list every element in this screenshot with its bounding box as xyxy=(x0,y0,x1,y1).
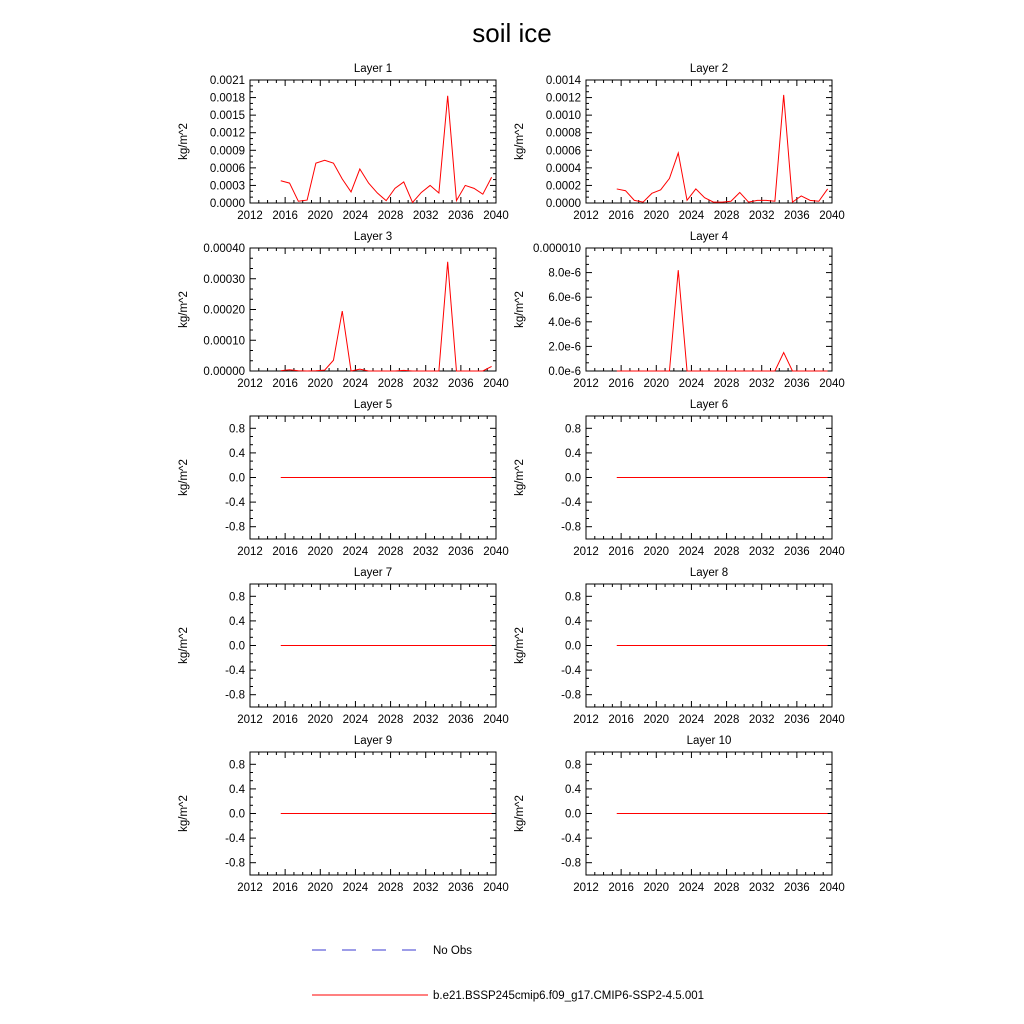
x-tick-label: 2020 xyxy=(643,882,670,894)
panel-layer-6 xyxy=(514,399,845,558)
x-tick-label: 2028 xyxy=(377,714,404,726)
y-axis-label: kg/m^2 xyxy=(514,291,526,328)
panel-title: Layer 10 xyxy=(686,735,732,747)
x-tick-label: 2040 xyxy=(819,378,845,390)
y-axis-label: kg/m^2 xyxy=(514,627,526,664)
x-tick-label: 2016 xyxy=(272,882,298,894)
y-tick-label: 0.0000 xyxy=(545,198,581,210)
x-tick-label: 2032 xyxy=(412,378,439,390)
y-tick-label: 0.0012 xyxy=(209,127,245,140)
x-tick-label: 2036 xyxy=(784,882,810,894)
y-tick-label: -0.8 xyxy=(561,689,581,702)
legend-label-model: b.e21.BSSP245cmip6.f09_g17.CMIP6-SSP2-4.5.001 xyxy=(433,990,705,1002)
x-tick-label: 2012 xyxy=(237,714,263,726)
y-tick-label: 0.00000 xyxy=(203,366,245,378)
y-axis-label: kg/m^2 xyxy=(178,291,190,328)
y-tick-label: 0.8 xyxy=(229,759,245,772)
x-tick-label: 2016 xyxy=(608,378,634,390)
x-tick-label: 2016 xyxy=(608,714,634,726)
x-tick-label: 2020 xyxy=(307,714,334,726)
x-tick-label: 2012 xyxy=(573,378,599,390)
x-tick-label: 2024 xyxy=(342,210,369,222)
panel-title: Layer 9 xyxy=(353,735,393,747)
y-tick-label: 0.0004 xyxy=(545,162,581,175)
y-tick-label: 0.4 xyxy=(565,615,581,628)
x-tick-label: 2020 xyxy=(307,546,334,558)
plot-frame xyxy=(250,248,496,371)
y-tick-label: 0.0 xyxy=(565,640,581,653)
x-tick-label: 2036 xyxy=(784,546,810,558)
panel-layer-5 xyxy=(178,399,509,558)
plot-frame xyxy=(250,80,496,203)
legend xyxy=(312,945,704,1002)
panel-layer-9 xyxy=(178,735,509,894)
x-tick-label: 2024 xyxy=(678,378,705,390)
x-tick-label: 2020 xyxy=(643,714,670,726)
y-tick-label: 0.0 xyxy=(565,808,581,821)
panels xyxy=(178,63,845,894)
y-tick-label: 0.0006 xyxy=(209,162,245,175)
y-tick-label: 0.0018 xyxy=(209,92,245,105)
x-tick-label: 2040 xyxy=(819,546,845,558)
y-tick-label: 0.4 xyxy=(229,783,245,796)
x-tick-label: 2012 xyxy=(573,714,599,726)
y-tick-label: 0.8 xyxy=(229,591,245,604)
panel-title: Layer 3 xyxy=(353,231,393,243)
y-tick-label: -0.8 xyxy=(225,689,245,702)
y-axis-label: kg/m^2 xyxy=(178,795,190,832)
y-tick-label: -0.4 xyxy=(561,497,581,510)
x-tick-label: 2040 xyxy=(483,546,509,558)
y-tick-label: 0.0009 xyxy=(209,145,245,158)
y-tick-label: 0.4 xyxy=(565,783,581,796)
panel-title: Layer 1 xyxy=(353,63,393,75)
x-tick-label: 2016 xyxy=(272,546,298,558)
x-tick-label: 2028 xyxy=(713,378,740,390)
x-tick-label: 2012 xyxy=(237,210,263,222)
panel-title: Layer 4 xyxy=(689,231,729,243)
x-tick-label: 2024 xyxy=(678,546,705,558)
x-tick-label: 2024 xyxy=(342,882,369,894)
y-tick-label: 0.00010 xyxy=(203,335,245,348)
x-tick-label: 2032 xyxy=(748,546,775,558)
x-tick-label: 2036 xyxy=(784,378,810,390)
panel-title: Layer 8 xyxy=(689,567,729,579)
y-tick-label: 0.4 xyxy=(565,447,581,460)
panel-layer-1 xyxy=(178,63,509,222)
y-tick-label: 6.0e-6 xyxy=(548,292,581,305)
legend-label-no-obs: No Obs xyxy=(433,945,472,957)
x-tick-label: 2016 xyxy=(608,210,634,222)
x-tick-label: 2032 xyxy=(412,882,439,894)
panel-title: Layer 5 xyxy=(353,399,393,411)
series-line xyxy=(617,270,828,371)
x-tick-label: 2040 xyxy=(819,210,845,222)
x-tick-label: 2036 xyxy=(448,882,474,894)
x-tick-label: 2032 xyxy=(748,882,775,894)
x-tick-label: 2040 xyxy=(819,714,845,726)
x-tick-label: 2024 xyxy=(342,546,369,558)
x-tick-label: 2024 xyxy=(342,378,369,390)
x-tick-label: 2040 xyxy=(483,882,509,894)
y-tick-label: -0.8 xyxy=(225,521,245,534)
x-tick-label: 2036 xyxy=(784,210,810,222)
x-tick-label: 2024 xyxy=(678,882,705,894)
panel-layer-8 xyxy=(514,567,845,726)
x-tick-label: 2028 xyxy=(377,210,404,222)
x-tick-label: 2036 xyxy=(448,378,474,390)
x-tick-label: 2036 xyxy=(448,714,474,726)
y-tick-label: 0.8 xyxy=(565,759,581,772)
x-tick-label: 2020 xyxy=(643,210,670,222)
x-tick-label: 2032 xyxy=(748,378,775,390)
y-tick-label: 0.0010 xyxy=(545,110,581,123)
y-tick-label: 0.00030 xyxy=(203,273,245,286)
y-tick-label: 0.0 xyxy=(229,472,245,485)
x-tick-label: 2028 xyxy=(713,546,740,558)
y-tick-label: 0.00040 xyxy=(203,243,245,255)
x-tick-label: 2016 xyxy=(608,882,634,894)
x-tick-label: 2028 xyxy=(713,882,740,894)
y-tick-label: -0.8 xyxy=(561,521,581,534)
x-tick-label: 2040 xyxy=(483,378,509,390)
y-tick-label: 2.0e-6 xyxy=(548,341,581,354)
panel-layer-3 xyxy=(178,231,509,390)
x-tick-label: 2032 xyxy=(412,714,439,726)
panel-title: Layer 2 xyxy=(689,63,729,75)
y-axis-label: kg/m^2 xyxy=(178,627,190,664)
plot-frame xyxy=(586,248,832,371)
x-tick-label: 2020 xyxy=(307,882,334,894)
x-tick-label: 2028 xyxy=(377,546,404,558)
y-tick-label: 0.0 xyxy=(229,640,245,653)
plot-frame xyxy=(586,80,832,203)
x-tick-label: 2028 xyxy=(713,714,740,726)
y-tick-label: 0.0 xyxy=(229,808,245,821)
x-tick-label: 2012 xyxy=(237,882,263,894)
y-tick-label: 4.0e-6 xyxy=(548,316,581,329)
y-tick-label: -0.4 xyxy=(561,665,581,678)
x-tick-label: 2024 xyxy=(678,714,705,726)
y-tick-label: -0.4 xyxy=(225,665,245,678)
y-tick-label: 0.00020 xyxy=(203,304,245,317)
x-tick-label: 2020 xyxy=(307,210,334,222)
x-tick-label: 2028 xyxy=(377,378,404,390)
y-tick-label: 0.0012 xyxy=(545,92,581,105)
series-line xyxy=(281,96,492,203)
panel-layer-7 xyxy=(178,567,509,726)
panel-title: Layer 6 xyxy=(689,399,729,411)
y-axis-label: kg/m^2 xyxy=(178,459,190,496)
x-tick-label: 2020 xyxy=(643,546,670,558)
y-axis-label: kg/m^2 xyxy=(514,795,526,832)
x-tick-label: 2016 xyxy=(272,210,298,222)
panel-title: Layer 7 xyxy=(353,567,393,579)
y-tick-label: -0.8 xyxy=(225,857,245,870)
x-tick-label: 2040 xyxy=(483,210,509,222)
y-axis-label: kg/m^2 xyxy=(514,123,526,160)
y-tick-label: 0.8 xyxy=(565,591,581,604)
x-tick-label: 2036 xyxy=(448,210,474,222)
y-tick-label: 0.0003 xyxy=(209,180,245,193)
x-tick-label: 2012 xyxy=(573,546,599,558)
y-tick-label: 0.0002 xyxy=(545,180,581,193)
x-tick-label: 2020 xyxy=(307,378,334,390)
x-tick-label: 2028 xyxy=(713,210,740,222)
y-tick-label: 0.0021 xyxy=(209,75,245,87)
x-tick-label: 2016 xyxy=(272,378,298,390)
x-tick-label: 2032 xyxy=(748,210,775,222)
panel-layer-10 xyxy=(514,735,845,894)
y-tick-label: 0.8 xyxy=(565,423,581,436)
x-tick-label: 2028 xyxy=(377,882,404,894)
y-tick-label: 0.4 xyxy=(229,615,245,628)
x-tick-label: 2020 xyxy=(643,378,670,390)
y-tick-label: 0.0000 xyxy=(209,198,245,210)
x-tick-label: 2012 xyxy=(573,882,599,894)
x-tick-label: 2040 xyxy=(483,714,509,726)
y-tick-label: 0.8 xyxy=(229,423,245,436)
panel-layer-2 xyxy=(514,63,845,222)
y-tick-label: 0.0015 xyxy=(209,110,245,123)
x-tick-label: 2024 xyxy=(678,210,705,222)
x-tick-label: 2012 xyxy=(573,210,599,222)
series-line xyxy=(281,262,492,371)
x-tick-label: 2012 xyxy=(237,546,263,558)
x-tick-label: 2016 xyxy=(272,714,298,726)
y-tick-label: 0.000010 xyxy=(533,243,581,255)
x-tick-label: 2016 xyxy=(608,546,634,558)
panel-layer-4 xyxy=(514,231,845,390)
x-tick-label: 2040 xyxy=(819,882,845,894)
y-tick-label: 0.0008 xyxy=(545,127,581,140)
x-tick-label: 2012 xyxy=(237,378,263,390)
y-tick-label: -0.4 xyxy=(225,497,245,510)
x-tick-label: 2032 xyxy=(748,714,775,726)
x-tick-label: 2036 xyxy=(784,714,810,726)
y-tick-label: 0.0 xyxy=(565,472,581,485)
x-tick-label: 2032 xyxy=(412,210,439,222)
x-tick-label: 2036 xyxy=(448,546,474,558)
y-tick-label: -0.4 xyxy=(225,833,245,846)
y-tick-label: 0.0006 xyxy=(545,145,581,158)
x-tick-label: 2032 xyxy=(412,546,439,558)
y-axis-label: kg/m^2 xyxy=(178,123,190,160)
x-tick-label: 2024 xyxy=(342,714,369,726)
y-tick-label: -0.8 xyxy=(561,857,581,870)
y-axis-label: kg/m^2 xyxy=(514,459,526,496)
y-tick-label: 0.0e-6 xyxy=(548,366,581,378)
series-line xyxy=(617,95,828,202)
y-tick-label: 0.4 xyxy=(229,447,245,460)
y-tick-label: 0.0014 xyxy=(545,75,581,87)
figure-title: soil ice xyxy=(472,18,552,48)
y-tick-label: -0.4 xyxy=(561,833,581,846)
y-tick-label: 8.0e-6 xyxy=(548,267,581,280)
